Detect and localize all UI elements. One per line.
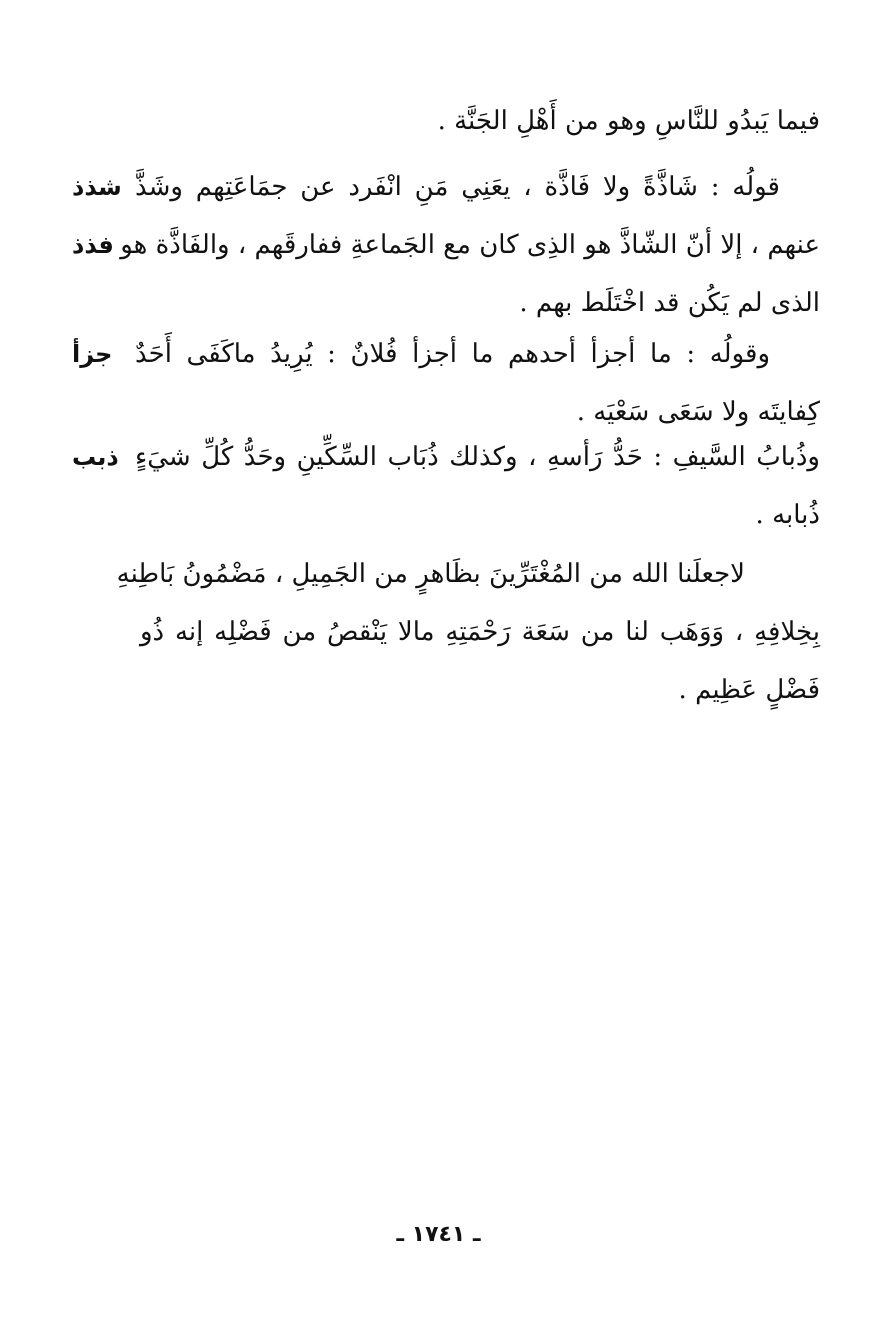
margin-root-word: فذذ [72,231,114,259]
paragraph-2 [120,158,820,332]
text-line: لاجعلَنا الله من المُغْتَرِّينَ بظَاهرٍ من الجَمِيلِ ، مَضْمُونُ بَاطِنهِ [116,559,745,589]
margin-keywords-3 [72,325,142,383]
text-line: عنهم ، إلا أنّ الشّاذَّ هو الذِى كان مع الجَماعةِ ففارقَهم ، والفَاذَّة هو [120,230,820,260]
text-line: قولُه : شَاذَّةً ولا فَاذَّة ، يعَنِي مَنِ انْفَرد عن جمَاعَتِهم وشَذَّ [135,172,780,202]
page-number: ـ ١٧٤١ ـ [396,1222,481,1247]
text-line: الذى لم يَكُن قد اخْتَلَط بهم . [519,288,820,318]
text-line: بِخِلافِهِ ، وَوَهَب لنا من سَعَة رَحْمَتِهِ مالا يَنْقصُ من فَضْلِه إنه ذُو [140,617,820,647]
margin-root-word: شذذ [72,173,122,201]
text-line: فَضْلٍ عَظِيم . [678,675,820,705]
text-line: ذُبابه . [755,500,820,530]
text-line: فيما يَبدُو للنَّاسِ وهو من أَهْلِ الجَنَّة . [437,106,820,136]
text-line: وذُبابُ السَّيفِ : حَدُّ رَأسهِ ، وكذلك ذُبَاب السِّكِّينِ وحَدُّ كُلِّ شيَءٍ [135,442,820,472]
paragraph-4 [135,428,820,544]
paragraph-3 [135,325,820,441]
margin-root-word: ذبب [72,443,119,471]
text-line: كِفايتَه ولا سَعَى سَعْيَه . [576,397,820,427]
closing-paragraph [116,545,820,719]
margin-keywords-4 [72,428,142,486]
margin-root-word: جزأ [72,340,113,368]
margin-keywords-2 [72,158,142,274]
text-line: وقولُه : ما أجزأ أحدهم ما أجزأ فُلانٌ : يُرِيدُ ماكَفَى أَحَدٌ [135,339,770,369]
paragraph-1 [60,92,820,150]
